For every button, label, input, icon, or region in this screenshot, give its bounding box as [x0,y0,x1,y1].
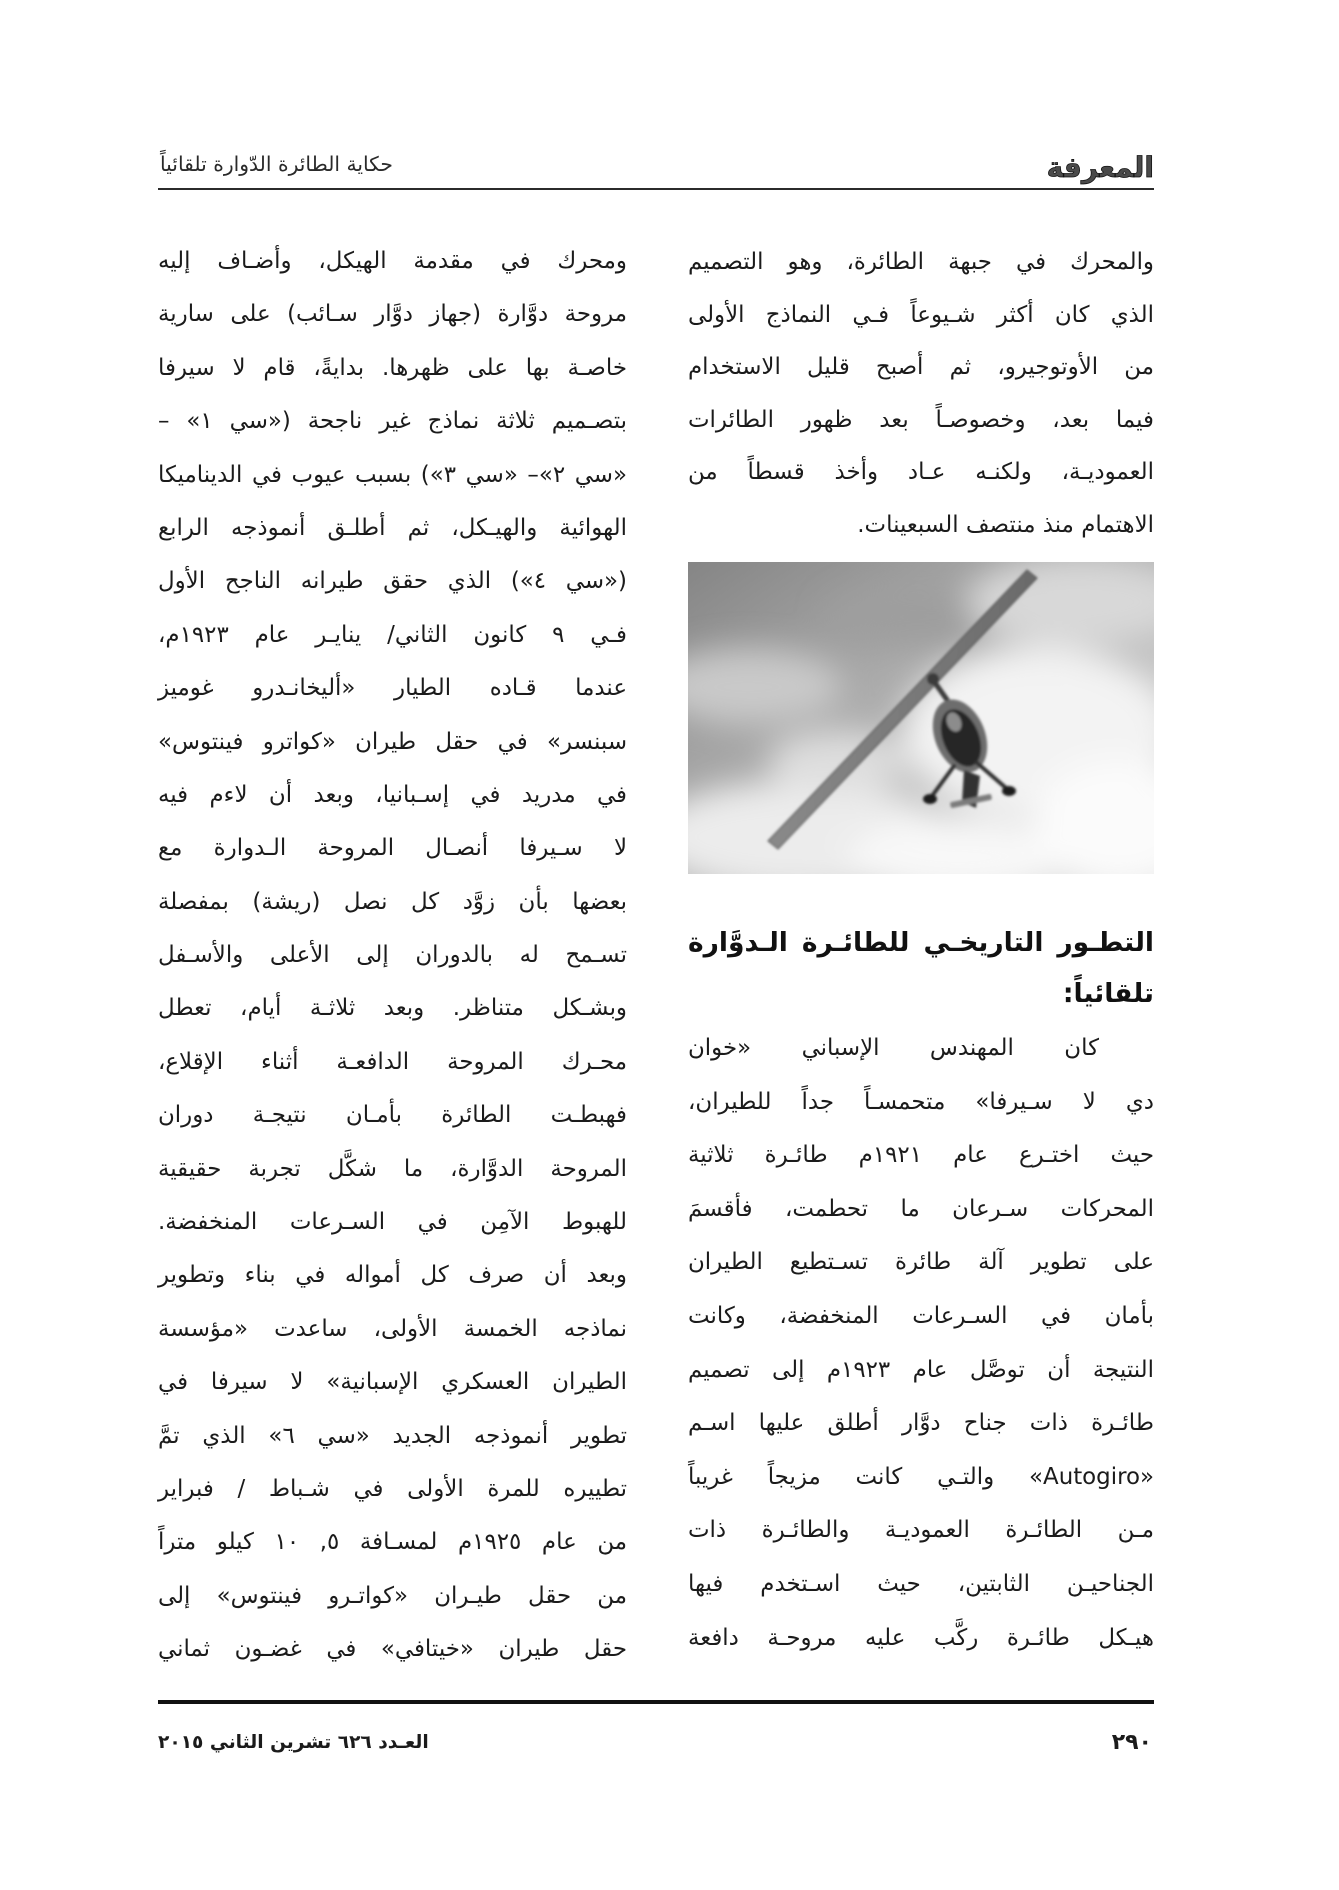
text-line: تطوير أنموذجه الجديد «سي ٦» الذي تمَّ [158,1422,627,1449]
text-line: «Autogiro» والتـي كانت مزيجاً غريباً [688,1463,1154,1490]
running-title: حكاية الطائرة الدّوارة تلقائياً [160,152,393,176]
text-line: «سي ٢»– «سي ٣») بسبب عيوب في الديناميكا [158,461,627,488]
text-line: المحركات سـرعان ما تحطمت، فأقسمَ [688,1195,1154,1222]
text-line: بعضها بأن زوَّد كل نصل (ريشة) بمفصلة [158,888,627,915]
text-line: من الأوتوجيرو، ثم أصبح قليل الاستخدام [688,354,1154,381]
section-heading-line: التطـور التاريخـي للطائـرة الـدوَّارة [688,927,1154,958]
text-line: خاصـة بها على ظهرها. بدايةً، قام لا سيرفا [158,354,627,381]
text-line: حقل طيران «خيتافي» في غضـون ثماني [158,1636,627,1663]
text-line: فهبطـت الطائرة بأمـان نتيجـة دوران [158,1102,627,1129]
text-line: ومحرك في مقدمة الهيكل، وأضـاف إليه [158,248,627,274]
magazine-logo: المعرفة [1046,151,1154,184]
text-line: العموديـة، ولكنـه عـاد وأخذ قسطاً من [688,459,1154,486]
text-line: نماذجه الخمسة الأولى، ساعدت «مؤسسة [158,1315,627,1342]
text-line: تطييره للمرة الأولى في شـباط / فبراير [158,1475,627,1502]
text-line: محـرك المروحة الدافعـة أثناء الإقلاع، [158,1048,627,1075]
text-line: النتيجة أن توصَّل عام ١٩٢٣م إلى تصميم [688,1356,1154,1383]
text-line: على تطوير آلة طائرة تسـتطيع الطيران [688,1249,1154,1276]
text-line: مـن الطائـرة العموديـة والطائـرة ذات [688,1517,1154,1544]
text-line: بتصـميم ثلاثة نماذج غير ناجحة («سي ١» – [158,408,627,435]
text-line: طائـرة ذات جناح دوَّار أطلق عليها اسـم [688,1410,1154,1437]
text-line: عندما قـاده الطيار «أليخانـدرو غوميز [158,675,627,702]
gyroplane-photo [688,562,1154,874]
page-number: ٢٩٠ [1111,1730,1152,1755]
right-column-intro [688,236,1154,552]
text-line: لا سـيرفا أنصـال المروحة الـدوارة مع [158,835,627,862]
text-line: فـي ٩ كانون الثاني/ ينايـر عام ١٩٢٣م، [158,621,627,648]
text-line: المروحة الدوَّارة، ما شكَّل تجربة حقيقية [158,1155,627,1182]
text-line: والمحرك في جبهة الطائرة، وهو التصميم [688,249,1154,275]
text-line: بأمان في السـرعات المنخفضة، وكانت [688,1302,1154,1329]
text-line: وبشـكل متناظر. وبعد ثلاثـة أيام، تعطل [158,995,627,1022]
text-line: وبعد أن صرف كل أمواله في بناء وتطوير [158,1262,627,1289]
text-line: الهوائية والهيـكل، ثم أطلـق أنموذجه الرابع [158,514,627,541]
text-line: كان المهندس الإسباني «خوان [688,1035,1099,1061]
text-line: دي لا سـيرفا» متحمسـاً جداً للطيران، [688,1088,1154,1115]
text-line: سبنسر» في حقل طيران «كواترو فينتوس» [158,728,627,755]
text-line: مروحة دوَّارة (جهاز دوَّار سـائب) على سارية [158,301,627,328]
issue-info: العـدد ٦٢٦ تشرين الثاني ٢٠١٥ [158,1732,429,1753]
rotor-hub [927,673,939,685]
right-column-body [688,1022,1154,1665]
header-rule [158,188,1154,190]
text-line: فيما بعد، وخصوصـاً بعد ظهور الطائرات [688,406,1154,433]
text-line: الذي كان أكثر شـيوعاً فـي النماذج الأولى [688,301,1154,328]
text-line: تسـمح له بالدوران إلى الأعلى والأسـفل [158,942,627,969]
text-line: في مدريد في إسـبانيا، وبعد أن لاءم فيه [158,781,627,808]
section-heading-line: تلقائياً: [1062,978,1154,1009]
text-line: من حقل طيـران «كواتـرو فينتوس» إلى [158,1582,627,1609]
text-line: الاهتمام منذ منتصف السبعينات. [857,511,1154,538]
text-line: من عام ١٩٢٥م لمسـافة ٥, ١٠ كيلو متراً [158,1529,627,1556]
text-line: هيـكل طائـرة ركَّب عليه مروحـة دافعة [688,1624,1154,1651]
text-line: الطيران العسكري الإسبانية» لا سيرفا في [158,1369,627,1396]
text-line: الجناحيـن الثابتين، حيث اسـتخدم فيها [688,1570,1154,1597]
text-line: حيث اختـرع عام ١٩٢١م طائـرة ثلاثية [688,1142,1154,1169]
section-heading [688,917,1154,1019]
left-column-body [158,235,627,1677]
text-line: للهبوط الآمِن في السـرعات المنخفضة. [158,1209,627,1236]
text-line: («سي ٤») الذي حقق طيرانه الناجح الأول [158,568,627,595]
footer-rule [158,1700,1154,1704]
